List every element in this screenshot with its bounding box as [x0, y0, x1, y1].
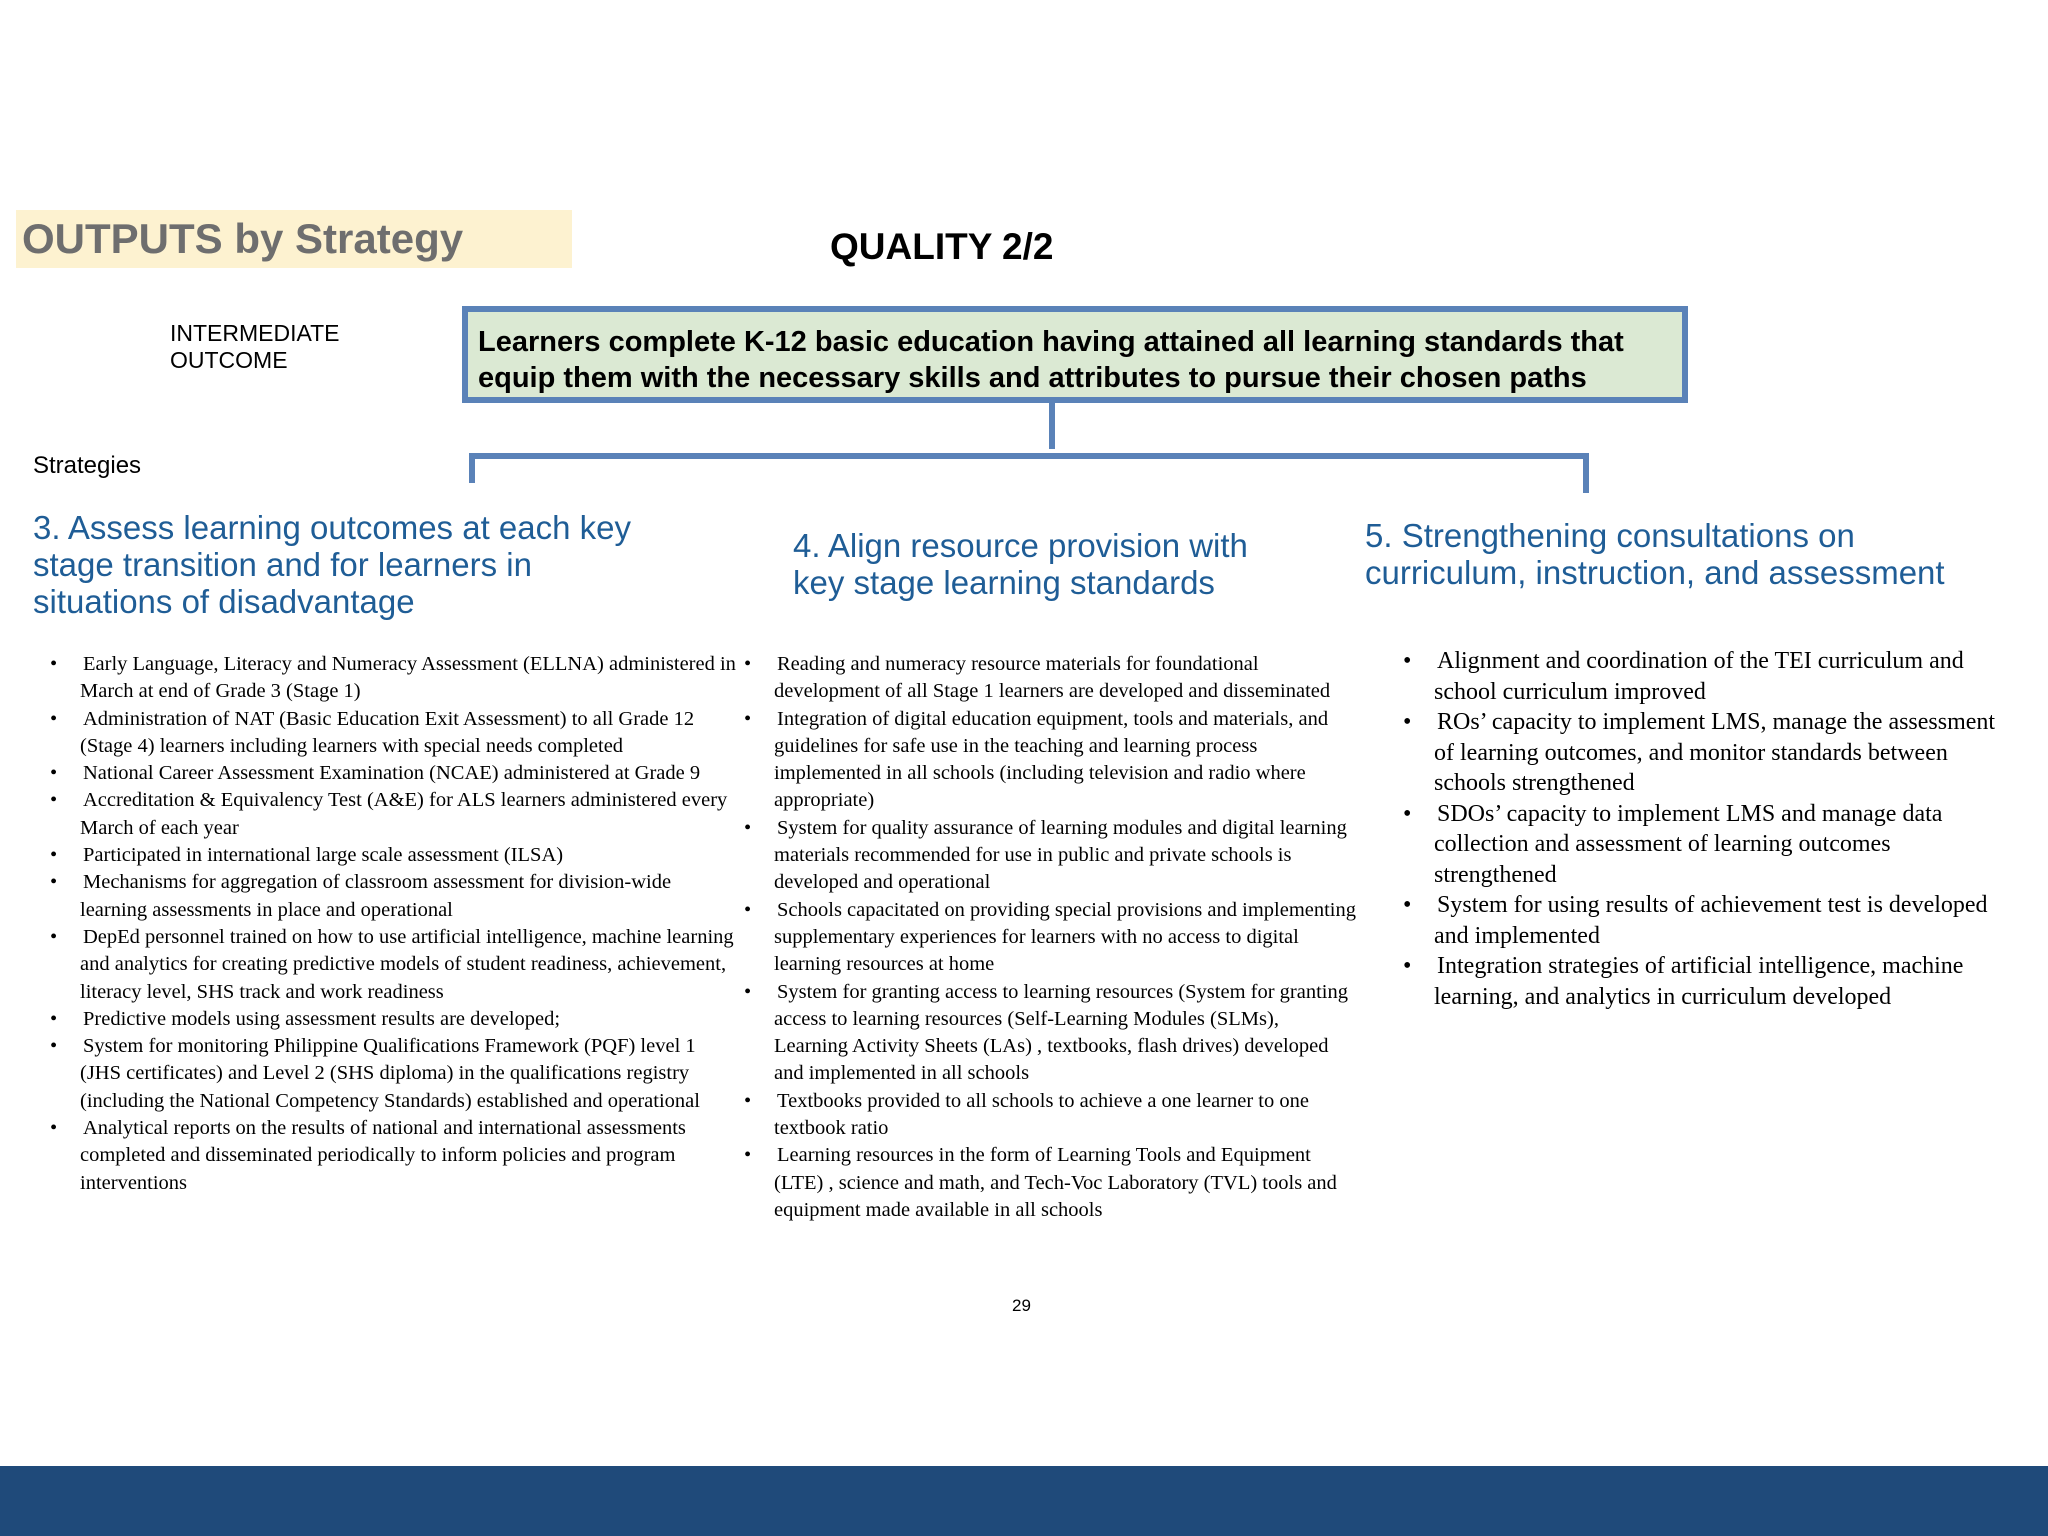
list-item	[50, 1033, 740, 1115]
strategy-5-heading	[1365, 517, 2035, 591]
list-item-text: Alignment and coordination of the TEI curriculum and school curriculum improved	[1434, 648, 1964, 705]
list-item-text: System for quality assurance of learning modules and digital learning materials recommended for use in public and private schools is developed and operational	[774, 816, 1347, 894]
section-title: QUALITY 2/2	[830, 226, 1054, 267]
intermediate-outcome-box: Learners complete K-12 basic education having attained all learning standards that equip them with the necessary skills and attributes to pursue their chosen paths	[462, 306, 1688, 403]
list-item-text: Learning resources in the form of Learning Tools and Equipment (LTE) , science and math, and Tech-Voc Laboratory (TVL) tools and equipment made available in all schools	[774, 1144, 1337, 1221]
list-item-text: DepEd personnel trained on how to use artificial intelligence, machine learning and analytics for creating predictive models of student readiness, achievement, literacy level, SHS track and work readiness	[80, 925, 734, 1003]
connector-left-drop	[469, 453, 475, 483]
strategy-3-heading-line: stage transition and for learners in	[33, 546, 532, 583]
list-item-text: Integration strategies of artificial intelligence, machine learning, and analytics in curriculum developed	[1434, 953, 1964, 1010]
list-item-text: Accreditation & Equivalency Test (A&E) for ALS learners administered every March of each year	[80, 789, 728, 839]
strategy-4-outputs	[744, 651, 1356, 1224]
strategy-4-heading-line: 4. Align resource provision with	[793, 527, 1248, 564]
list-item-text: ROs’ capacity to implement LMS, manage the assessment of learning outcomes, and monitor standards between schools strengthened	[1434, 709, 1996, 796]
strategy-3-heading-line: situations of disadvantage	[33, 583, 415, 620]
strategy-5-heading-line: curriculum, instruction, and assessment	[1365, 554, 1945, 591]
list-item	[50, 869, 740, 924]
list-item-text: Administration of NAT (Basic Education Exit Assessment) to all Grade 12 (Stage 4) learners including learners with special needs completed	[80, 707, 695, 757]
list-item-text: SDOs’ capacity to implement LMS and manage data collection and assessment of learning outcomes strengthened	[1434, 800, 1943, 888]
strategy-5-outputs	[1403, 646, 2003, 1012]
list-item-text: Participated in international large scale assessment (ILSA)	[83, 844, 564, 867]
intermediate-outcome-label	[170, 320, 340, 374]
connector-stem	[1049, 403, 1055, 449]
list-item	[50, 651, 740, 706]
strategy-3-heading	[33, 509, 713, 620]
intermediate-outcome-label-line2: OUTCOME	[170, 347, 288, 373]
list-item	[1403, 707, 2003, 799]
list-item	[50, 1006, 740, 1033]
list-item	[744, 1088, 1356, 1143]
list-item-text: Mechanisms for aggregation of classroom assessment for division-wide learning assessments in place and operational	[80, 871, 672, 921]
list-item	[744, 815, 1356, 897]
list-item	[50, 760, 740, 787]
strategy-3-outputs	[50, 651, 740, 1197]
list-item	[1403, 890, 2003, 951]
footer-bar	[0, 1466, 2048, 1536]
list-item	[50, 842, 740, 869]
list-item	[1403, 646, 2003, 707]
list-item-text: Integration of digital education equipment, tools and materials, and guidelines for safe use in the teaching and learning process implemented in all schools (including television and radio where appropriate)	[774, 707, 1329, 812]
list-item-text: Analytical reports on the results of national and international assessments completed and disseminated periodically to inform policies and program interventions	[80, 1117, 686, 1194]
list-item	[50, 1115, 740, 1197]
page-number: 29	[1012, 1296, 1031, 1315]
list-item-text: System for monitoring Philippine Qualifications Framework (PQF) level 1 (JHS certificates) and Level 2 (SHS diploma) in the qualifications registry (including the National Competency Standards) established and operational	[80, 1035, 700, 1112]
list-item	[50, 787, 740, 842]
list-item	[744, 706, 1356, 815]
list-item	[744, 979, 1356, 1088]
list-item-text: System for using results of achievement test is developed and implemented	[1434, 892, 1988, 949]
strategy-4-heading-line: key stage learning standards	[793, 564, 1215, 601]
list-item-text: Predictive models using assessment results are developed;	[83, 1007, 561, 1030]
list-item-text: Reading and numeracy resource materials for foundational development of all Stage 1 learners are developed and disseminated	[774, 653, 1331, 703]
connector-crossbar	[469, 453, 1589, 459]
list-item	[1403, 951, 2003, 1012]
list-item	[744, 1142, 1356, 1224]
slide-title: OUTPUTS by Strategy	[16, 210, 572, 268]
list-item-text: Early Language, Literacy and Numeracy Assessment (ELLNA) administered in March at end of Grade 3 (Stage 1)	[80, 653, 736, 703]
strategy-5-heading-line: 5. Strengthening consultations on	[1365, 517, 1855, 554]
intermediate-outcome-label-line1: INTERMEDIATE	[170, 320, 340, 346]
list-item	[50, 924, 740, 1006]
connector-right-drop	[1583, 453, 1589, 493]
list-item	[1403, 799, 2003, 891]
strategy-3-heading-line: 3. Assess learning outcomes at each key	[33, 509, 631, 546]
list-item	[744, 651, 1356, 706]
list-item-text: National Career Assessment Examination (NCAE) administered at Grade 9	[83, 762, 701, 785]
list-item	[50, 706, 740, 761]
strategies-label: Strategies	[33, 452, 142, 479]
list-item-text: Schools capacitated on providing special provisions and implementing supplementary experiences for learners with no access to digital learning resources at home	[774, 898, 1357, 976]
list-item	[744, 897, 1356, 979]
list-item-text: Textbooks provided to all schools to achieve a one learner to one textbook ratio	[774, 1089, 1309, 1140]
strategy-4-heading	[793, 527, 1353, 601]
list-item-text: System for granting access to learning resources (System for granting access to learning resources (Self-Learning Modules (SLMs), Learning Activity Sheets (LAs) , textbooks, flash drives) developed and implemented in all schools	[774, 980, 1348, 1085]
